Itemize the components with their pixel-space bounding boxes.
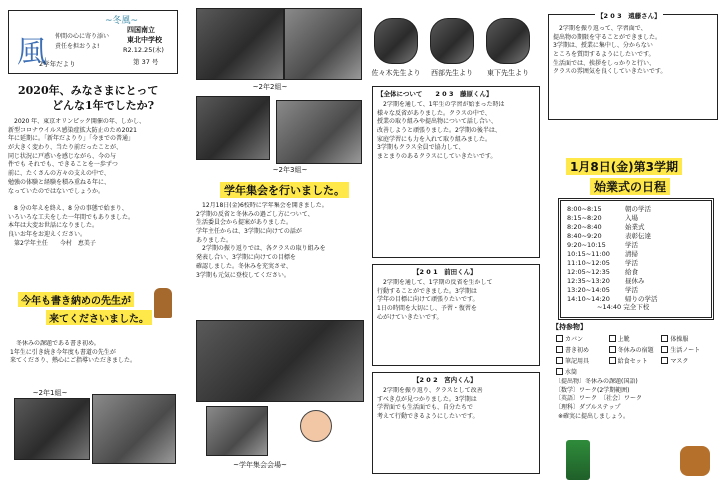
schedule-time: 8:40~9:20 (567, 232, 602, 240)
checkbox-icon (661, 335, 668, 342)
teacher-photo-2 (430, 18, 474, 64)
schedule-item: 学活 (625, 241, 638, 249)
calligraphy-section (8, 288, 178, 338)
col1-title-line-1: 2020年、みなさまにとって (18, 84, 159, 97)
item-checkbox (609, 345, 662, 354)
item-label: 体操服 (670, 336, 689, 343)
reflection-box-3-title: 【2 0 2 宮内くん】 (413, 376, 477, 384)
item-checkbox (661, 345, 714, 354)
checkbox-icon (556, 368, 563, 375)
reflection-box-3-body: 2学期を振り返り、クラスとして改善 すべき点が見つかりました。3学期は 学習面でも生活面でも、自分たちで 考えて行動できるようにしたいです。 (377, 387, 483, 421)
class-1-caption: ~2年1組~ (32, 389, 68, 397)
item-checkbox (609, 334, 662, 343)
schedule-item: 昼休み (625, 277, 645, 285)
class-1-photo-2 (92, 394, 176, 464)
reflection-box-4-body: 2学期を振り返って、学習面で、 提出物の期限を守ることができました。 3学期は、授業に集中し、分からない ところを質問するようにしたいです。 生活面では、挨拶をしっかりと行い、 クラスの雰囲気を良くしていきたいです。 (553, 25, 667, 76)
motto-line-1: 仲間の心に寄り添い (55, 33, 110, 40)
reflection-box-2-title: 【2 0 1 前田くん】 (413, 268, 477, 276)
reflection-box-4 (548, 14, 718, 120)
presenter-icon (300, 410, 332, 442)
schedule-list (567, 205, 658, 304)
schedule-row (567, 232, 658, 241)
item-label: 筆記用具 (565, 358, 590, 365)
new-teacher-body: 冬休みの課題である書き初め。 1年生に引き続き今年度も書道の先生が 来てくださり、熱心にご指導いただきました。 (10, 340, 137, 365)
item-checkbox (661, 356, 714, 365)
reflection-box-1 (372, 86, 540, 258)
cow-icon (680, 446, 710, 476)
schedule-box (558, 198, 714, 320)
schedule-item: 学活 (625, 259, 638, 267)
checkbox-icon (556, 346, 563, 353)
class-3-photo-2 (276, 100, 362, 164)
checkbox-icon (556, 335, 563, 342)
item-checkbox (661, 334, 714, 343)
items-title: 【持参物】 (552, 323, 587, 331)
schedule-time: 9:20~10:15 (567, 241, 606, 249)
motto-line-2: 責任を担おうよ! (55, 43, 100, 50)
issue-date: R2.12.25(木) (123, 46, 164, 54)
item-label: 給食セット (617, 358, 648, 365)
assembly-title: 学年集会を行いました。 (220, 182, 349, 198)
schedule-time: 10:15~11:00 (567, 250, 610, 258)
issue-number: 第 37 号 (133, 58, 159, 66)
schedule-time: 12:05~12:35 (567, 268, 610, 276)
schedule-item: 表彰伝達 (625, 232, 651, 240)
schedule-row (567, 277, 658, 286)
class-2-photo-1 (196, 8, 284, 80)
checkbox-icon (661, 357, 668, 364)
reflection-box-2 (372, 264, 540, 366)
schedule-time: 8:20~8:40 (567, 223, 602, 231)
schedule-item: 入場 (625, 214, 638, 222)
schedule-item: 帰りの学活 (625, 295, 658, 303)
masthead (8, 10, 178, 74)
teacher-2-caption: 西部先生より (431, 69, 473, 77)
schedule-time: 13:20~14:05 (567, 286, 610, 294)
schedule-row (567, 286, 658, 295)
class-3-caption: ~2年3組~ (272, 166, 308, 174)
reflection-box-2-body: 2学期を通して、1学期の反省を生かして 行動することができました。3学期は 学年の目標に向けて頑張りたいです。 1日の時間を大切にし、予習・復習を 心がけていきたいです。 (377, 279, 493, 321)
semester-title: 1月8日(金)第3学期 (566, 158, 682, 175)
checkbox-icon (661, 346, 668, 353)
class-1-photo (14, 398, 90, 460)
schedule-time: 11:10~12:05 (567, 259, 610, 267)
schedule-row (567, 259, 658, 268)
submission-notes: 〔提出物〕冬休みの課題(国語) 〔数学〕ワーク(2学期範囲) 〔英語〕ワーク 〔社会〕ワーク 〔理科〕ダブルステップ ※確実に提出しましょう。 (558, 378, 643, 420)
class-2-photo-2 (284, 8, 362, 80)
reflection-box-1-body: 2学期を通して、1年生の学習が始まった時は 様々な反省がありました。クラスの中で、 授業の取り組みや提出物について話し合い、 改善しようと頑張りました。2学期の後半は、 家庭学習にも力を入れて取り組みました。 3学期もクラス全員で協力して、 まとまりのあるクラスにしていきたいです。 (377, 101, 505, 161)
item-label: 書き初め (565, 347, 590, 354)
schedule-row (567, 214, 658, 223)
item-label: マスク (670, 358, 689, 365)
reflection-box-4-title: 【2 0 3 遠藤さん】 (597, 12, 661, 20)
ceremony-title: 始業式の日程 (590, 178, 670, 195)
teacher-photo-3 (486, 18, 530, 64)
item-checkbox (556, 367, 609, 376)
items-grid (556, 334, 714, 376)
teacher-photo-1 (374, 18, 418, 64)
checkbox-icon (609, 346, 616, 353)
dismissal-time: ~14:40 完全下校 (597, 303, 650, 311)
teacher-3-caption: 東下先生より (487, 69, 529, 77)
schedule-item: 朝の学活 (625, 205, 651, 213)
item-label: 生活ノート (670, 347, 701, 354)
season-label: ~冬風~ (105, 16, 139, 26)
new-teacher-title-line-1: 今年も書き納めの先生が (18, 292, 134, 307)
school-name-2: 東北中学校 (127, 36, 162, 44)
col1-intro-text: 2020 年、東京オリンピック開催の年、しかし、 新型コロナウイルス感染症拡大防止のため2021 年に延期に。「新年だよりり」「今までの普通」 が大きく変わり、当たり前だったことが、 同じ状況に戸惑いを感じながら、今の与 件でも それでも、できることを一歩ずつ 前に、たくさんの方々の支えの中で、 勉強の体験と経験を積み重ねる年に、 なっていたのではないでしょうか。 8 分の年えを終え、8 分の事態で始まり、 いろいろな工夫をした一年間でもありました。 本年は大変お世話になりました。 良いお年をお迎えください。 第2学年主任 今村 恵美子 (8, 118, 145, 247)
schedule-time: 8:00~8:15 (567, 205, 602, 213)
item-label: カバン (565, 336, 584, 343)
schedule-time: 14:10~14:20 (567, 295, 610, 303)
item-label: 冬休みの宿題 (617, 347, 654, 354)
item-checkbox (609, 356, 662, 365)
assembly-caption: ~学年集会会場~ (233, 461, 287, 469)
item-checkbox (556, 345, 609, 354)
school-name: 四国南立 (127, 26, 155, 34)
assembly-photo (196, 320, 364, 402)
cow-mascot-icon (154, 288, 172, 318)
schedule-item: 清掃 (625, 250, 638, 258)
new-teacher-title-line-2: 来てくださいました。 (46, 310, 152, 325)
grade-label: 2学年だより (39, 60, 76, 68)
schedule-row (567, 241, 658, 250)
masthead-kanji: 風 (17, 35, 47, 70)
schedule-row (567, 250, 658, 259)
item-checkbox (556, 334, 609, 343)
schedule-item: 給食 (625, 268, 638, 276)
schedule-item: 学活 (625, 286, 638, 294)
assembly-body: 12月18日(金)6校時に学年集会を開きました。 2学期の反省と冬休みの過ごし方について、 生活委員会から提案がありました。 学年主任からは、3学期に向けての話が ありました。 2学期の振り返りでは、各クラスの取り組みを 発表し合い、3学期に向けての目標を 確認しました。冬休みを充実させ、 3学期も元気に登校してください。 (196, 202, 328, 279)
reflection-box-3 (372, 372, 540, 474)
kadomatsu-icon (566, 440, 590, 480)
schedule-item: 始業式 (625, 223, 645, 231)
schedule-time: 8:15~8:20 (567, 214, 602, 222)
checkbox-icon (556, 357, 563, 364)
col1-title-line-2: どんな1年でしたか? (52, 99, 155, 112)
schedule-time: 12:35~13:20 (567, 277, 610, 285)
item-label: 水筒 (565, 369, 578, 376)
teacher-1-caption: 佐々木先生より (371, 69, 421, 77)
class-2-caption: ~2年2組~ (252, 83, 288, 91)
class-3-photo-1 (196, 96, 270, 160)
schedule-row (567, 268, 658, 277)
item-label: 上靴 (617, 336, 630, 343)
item-checkbox (556, 356, 609, 365)
reflection-box-1-title: 【全体について 2 0 3 藤原くん】 (377, 90, 493, 98)
assembly-photo-small (206, 406, 268, 456)
checkbox-icon (609, 357, 616, 364)
schedule-row (567, 205, 658, 214)
checkbox-icon (609, 335, 616, 342)
schedule-row (567, 223, 658, 232)
